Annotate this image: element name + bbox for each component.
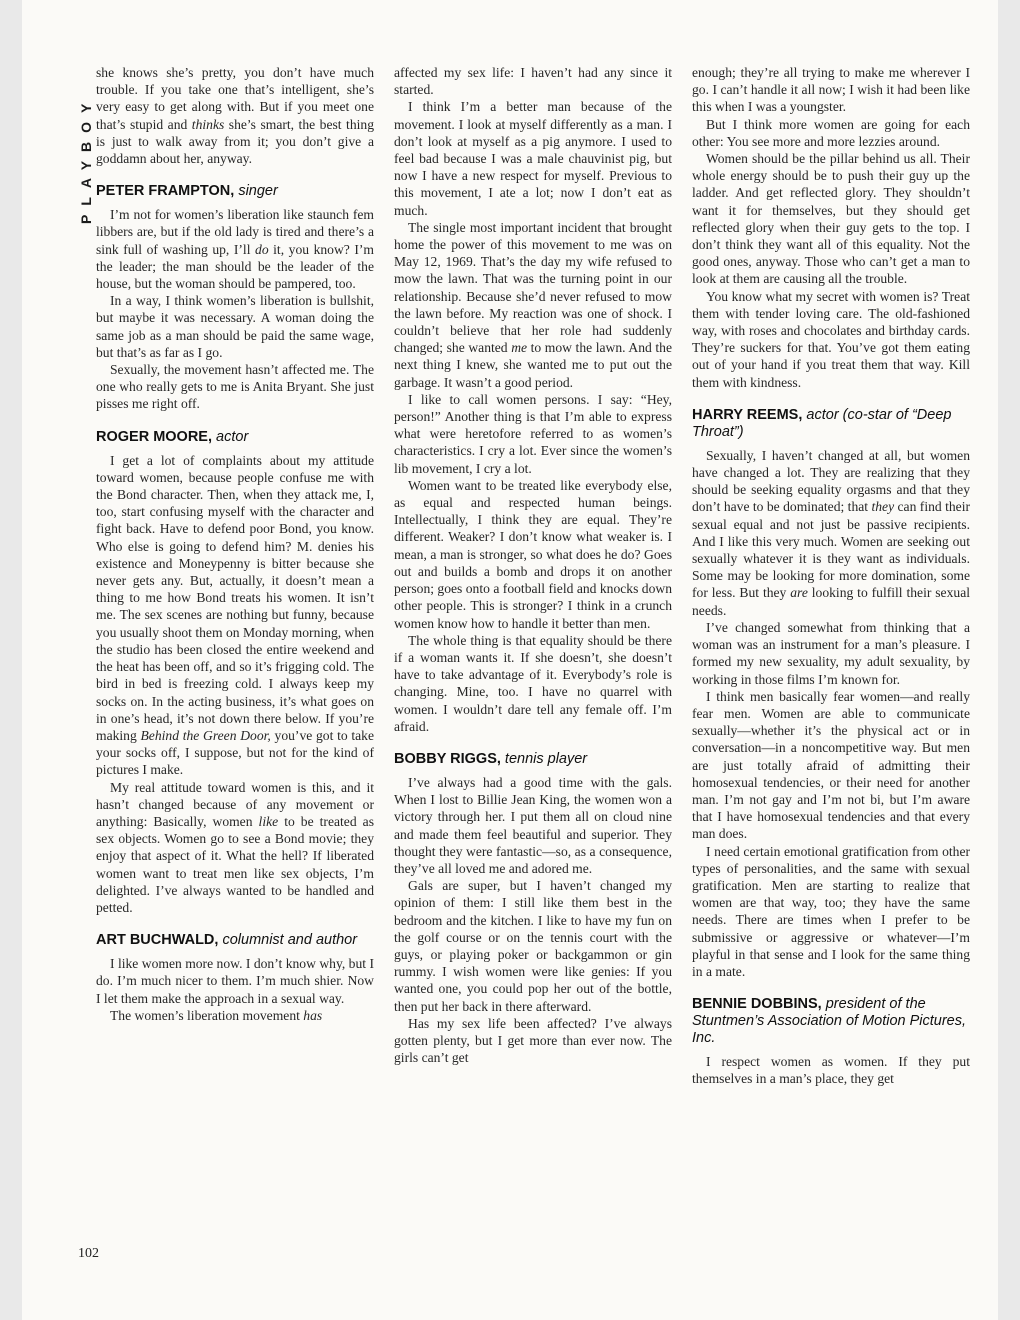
body-paragraph: she knows she’s pretty, you don’t have much trouble. If you take one that’s intelligent, she’s very easy to get along with. But if you meet one that’s stupid and thinks she’s smart, the best thing is just to walk away from it; you don’t give a goddamn about her, anyway. bbox=[96, 65, 374, 167]
body-paragraph: I get a lot of complaints about my attitude toward women, because people confuse me with the Bond character. Then, when they attack me, I, too, start confusing myself with the character and fight back. Have to defend poor Bond, you know. Who else is going to defend him? M. denies his existence and Moneypenny is bitter because she never gets any. But, actually, it doesn’t mean a thing to me how Bond treats his women. It isn’t me. The sex scenes are nothing but funny, because you usually shoot them on Monday morning, when the studio has been closed the entire weekend and the heat has been off, and so it’s frigging cold. The bird in bed is freezing cold. I always keep my socks on. In the acting business, it’s what goes on in one’s head, it’s not down there below. If you’re making Behind the Green Door, you’ve got to take your socks off, I suppose, but not for the kind of pictures I make. bbox=[96, 452, 374, 778]
body-paragraph: Women should be the pillar behind us all. Their whole energy should be to push their guy up the ladder. And get reflected glory. They shouldn’t want it for themselves, but they should get reflected glory when their guy gets to the top. I don’t think they want all of this equality. Not the good ones, anyway. Those who can’t get a man to look at them are causing all the trouble. bbox=[692, 151, 970, 287]
text-column-3 bbox=[692, 64, 970, 1088]
body-paragraph: I’ve changed somewhat from thinking that a woman was an instrument for a man’s pleasure. I formed my new sexuality, my adult sexuality, by working in those films I’m known for. bbox=[692, 619, 970, 687]
body-paragraph: Sexually, the movement hasn’t affected me. The one who really gets to me is Anita Bryant. She just pisses me right off. bbox=[96, 362, 374, 412]
contributor-heading bbox=[96, 183, 374, 200]
contributor-heading bbox=[96, 932, 374, 949]
contributor-role: president of the Stuntmen’s Association of Motion Pictures, Inc. bbox=[692, 996, 967, 1047]
page-number: 102 bbox=[78, 1246, 99, 1261]
body-paragraph: Gals are super, but I haven’t changed my opinion of them: I still like them best in the bedroom and the kitchen. I like to have my fun on the golf course or on the tennis court with the guys, or playing poker or backgammon or gin rummy. I wish women were like genies: If you wanted one, you could pop her out of the bottle, then put her back in there afterward. bbox=[394, 878, 672, 1014]
contributor-name: ART BUCHWALD, bbox=[96, 932, 219, 949]
contributor-role: actor (co-star of “Deep Throat”) bbox=[692, 406, 952, 440]
body-paragraph: I think I’m a better man because of the movement. I look at myself differently as a man. I don’t look at myself as a pig anymore. I used to feel bad because I was a male chauvinist pig, but now I have a new respect for myself. Previous to this movement, I ate a lot; now I don’t eat as much. bbox=[394, 99, 672, 218]
body-paragraph: I need certain emotional gratification from other types of personalities, and the same with sexual gratification. Men are starting to realize that women are that way, too; they have the same needs. There are times when I prefer to be submissive or aggressive or whatever—I’m playful in that sense and I look for the same thing in a mate. bbox=[692, 843, 970, 979]
contributor-heading bbox=[692, 407, 970, 441]
magazine-page bbox=[22, 0, 998, 1320]
body-paragraph: Women want to be treated like everybody else, as equal and respected human beings. Intellectually, I think they are equal. They’re different. Weaker? I don’t know what weaker is. I mean, a man is stronger, so what does he do? Goes out and builds a bomb and drops it on another person; goes onto a football field and knocks down other people. This is stronger? I think in a crunch women know how to handle it better than men. bbox=[394, 477, 672, 631]
body-paragraph: affected my sex life: I haven’t had any since it started. bbox=[394, 65, 672, 98]
body-paragraph: I like to call women persons. I say: “Hey, person!” Another thing is that I’m able to express what were heretofore referred to as women’s characteristics. I cry a lot. Ever since the women’s lib movement, I cry a lot. bbox=[394, 391, 672, 476]
contributor-role: columnist and author bbox=[218, 932, 358, 949]
contributor-heading bbox=[692, 996, 970, 1047]
contributor-role: actor bbox=[212, 428, 249, 445]
body-paragraph: Has my sex life been affected? I’ve always gotten plenty, but I get more than ever now. The girls can’t get bbox=[394, 1015, 672, 1066]
text-column-1 bbox=[96, 64, 374, 1024]
contributor-name: BENNIE DOBBINS, bbox=[692, 996, 822, 1013]
contributor-name: ROGER MOORE, bbox=[96, 428, 213, 445]
contributor-heading bbox=[394, 751, 672, 768]
body-paragraph: The single most important incident that brought home the power of this movement to me was on May 12, 1969. That’s the day my wife refused to mow the lawn. That was the turning point in our relationship. Because she’d never refused to mow the lawn before. My reaction was one of shock. I couldn’t believe that her role had suddenly changed; she wanted me to mow the lawn. And the next thing I knew, she wanted me to put out the garbage. It wasn’t a good period. bbox=[394, 219, 672, 390]
contributor-name: PETER FRAMPTON, bbox=[96, 183, 235, 200]
contributor-name: BOBBY RIGGS, bbox=[394, 750, 501, 767]
contributor-role: singer bbox=[234, 183, 278, 200]
body-paragraph: The whole thing is that equality should be there if a woman wants it. If she doesn’t, she doesn’t have to take advantage of it. Everybody’s role is changing. Mine, too. I have no quarrel with women. I wouldn’t dare tell any female off. I’m afraid. bbox=[394, 632, 672, 734]
body-paragraph: I’m not for women’s liberation like staunch fem libbers are, but if the old lady is tired and there’s a sink full of washing up, I’ll do it, you know? I’m the leader; the man should be the leader of the house, but the woman should be pampered, too. bbox=[96, 207, 374, 292]
contributor-heading bbox=[96, 429, 374, 446]
text-column-2 bbox=[394, 64, 672, 1066]
body-paragraph: I respect women as women. If they put themselves in a man’s place, they get bbox=[692, 1054, 970, 1087]
body-paragraph: Sexually, I haven’t changed at all, but women have changed a lot. They are realizing that they should be seeking equality orgasms and that they don’t have to be dominated; that they can find their sexual equal and not just be passive recipients. And I like this very much. Women are seeking out sexually whatever it is they want as individuals. Some may be looking for more domination, some for less. But they are looking to fulfill their sexual needs. bbox=[692, 447, 970, 618]
body-paragraph: My real attitude toward women is this, and it hasn’t changed because of any movement or anything: Basically, women like to be treated as sex objects. Women go to see a Bond movie; they enjoy that aspect of it. What the hell? If liberated women want to treat men like sex objects, I’m delighted. I’ve always wanted to be handled and petted. bbox=[96, 779, 374, 915]
magazine-sidebar-label: PLAYBOY bbox=[78, 94, 94, 224]
body-paragraph: enough; they’re all trying to make me wherever I go. I can’t handle it all now; I wish it had been like this when I was a youngster. bbox=[692, 65, 970, 115]
body-paragraph: But I think more women are going for each other: You see more and more lezzies around. bbox=[692, 116, 970, 149]
body-paragraph: I’ve always had a good time with the gals. When I lost to Billie Jean King, the women won a victory through her. I put them all on cloud nine and made them feel beautiful and superior. They thought they were fantastic—so, as a consequence, they’ve all loved me and adored me. bbox=[394, 774, 672, 876]
body-paragraph: In a way, I think women’s liberation is bullshit, but maybe it was necessary. A woman doing the same job as a man should be paid the same wage, but that’s as far as I go. bbox=[96, 293, 374, 360]
body-paragraph: I like women more now. I don’t know why, but I do. I’m much nicer to them. I’m much shier. Now I let them make the approach in a sexual way. bbox=[96, 956, 374, 1006]
body-paragraph: You know what my secret with women is? Treat them with tender loving care. The old-fashioned way, with roses and chocolates and birthday cards. They’re suckers for that. You’ve got them eating out of your hand if you treat them that way. Kill them with kindness. bbox=[692, 288, 970, 390]
contributor-role: tennis player bbox=[500, 750, 588, 767]
body-paragraph: I think men basically fear women—and really fear men. Women are able to communicate sexually—whether it’s the physical act or in conversation—in a noncompetitive way. But men are just totally afraid of admitting their homosexual tendencies, or their need for another man. I’m not gay and I’m not bi, but I’m aware that I have homosexual tendencies and that every man does. bbox=[692, 688, 970, 842]
contributor-name: HARRY REEMS, bbox=[692, 406, 803, 423]
body-paragraph: The women’s liberation movement has bbox=[110, 1007, 323, 1023]
